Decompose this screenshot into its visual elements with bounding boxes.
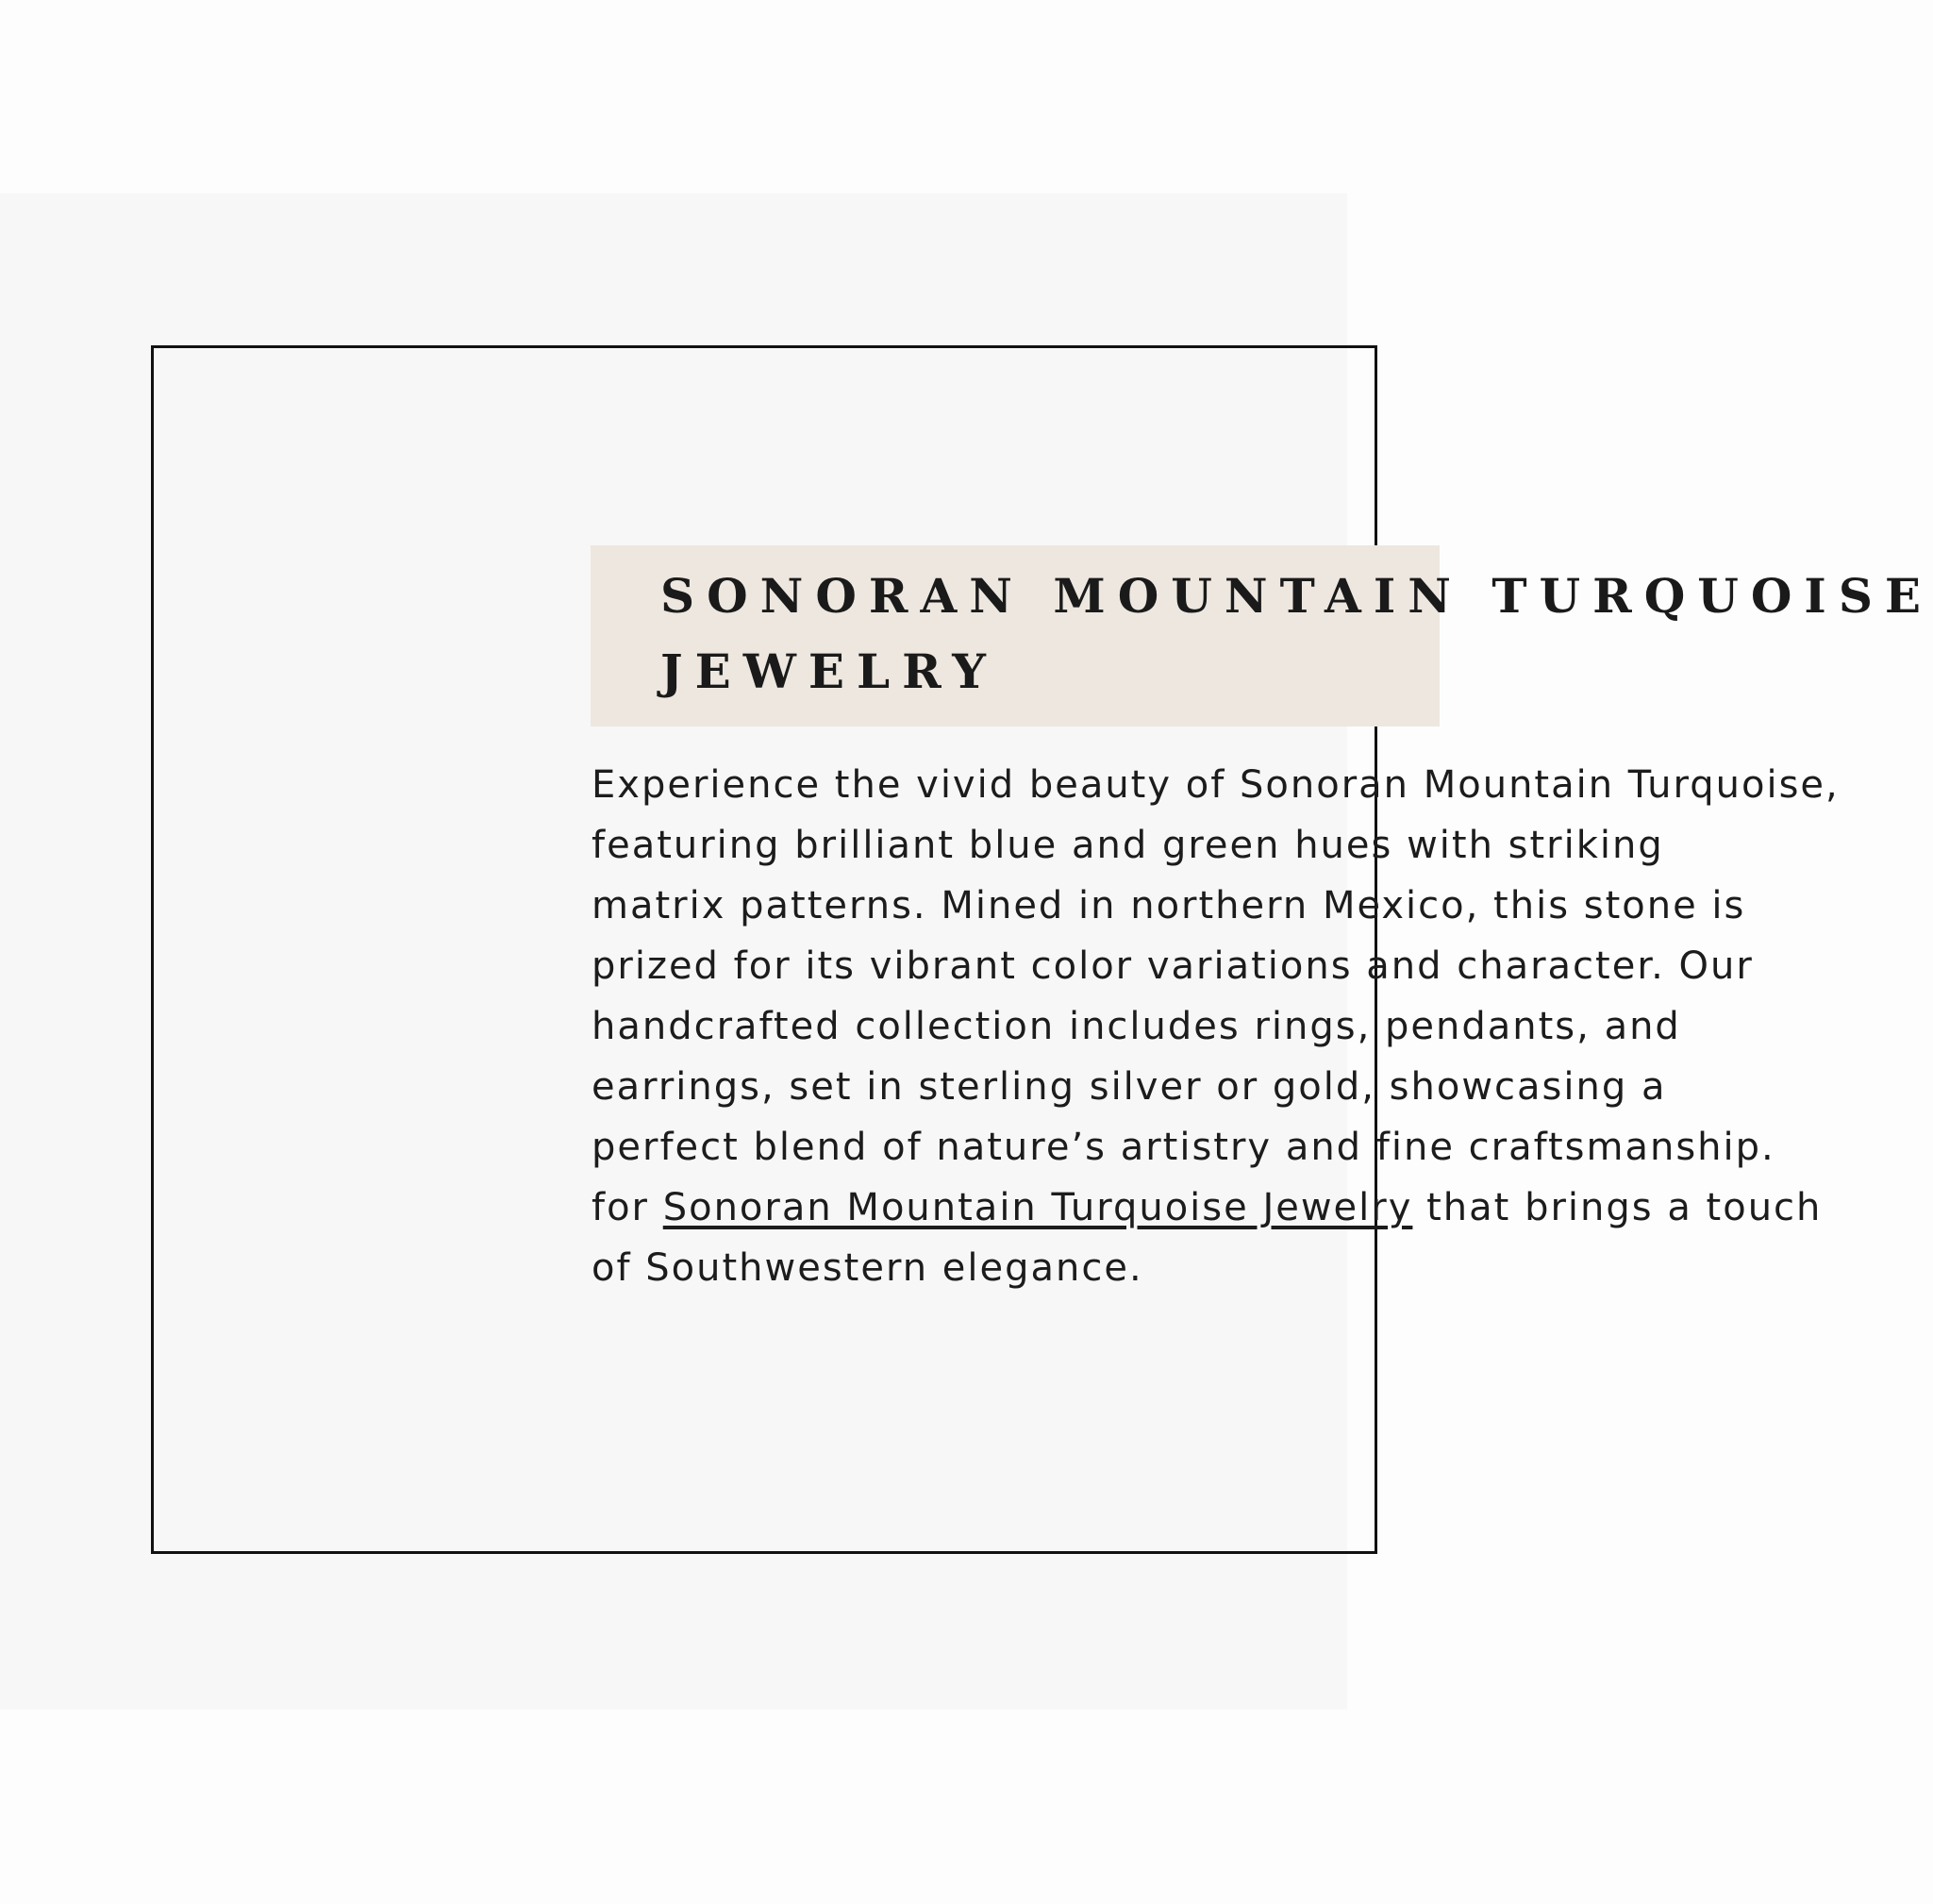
description-line: Experience the vivid beauty of Sonoran Mountain Turquoise, [592,763,1840,807]
title-line-2: JEWELRY [660,643,998,699]
sonoran-jewelry-link[interactable]: Sonoran Mountain Turquoise Jewelry [662,1186,1413,1229]
page-title [660,559,1933,710]
description-line: handcrafted collection includes rings, pendants, and [592,1005,1681,1048]
link-prefix: for [592,1186,663,1229]
description-line-with-link [592,1177,1840,1238]
description-line: earrings, set in sterling silver or gold, showcasing a [592,1065,1667,1109]
description-line: perfect blend of nature’s artistry and fine craftsmanship. [592,1126,1775,1169]
description-final-line: of Southwestern elegance. [592,1246,1143,1290]
link-suffix: that brings a touch [1412,1186,1823,1229]
description-line: featuring brilliant blue and green hues with striking [592,824,1664,867]
title-line-1: SONORAN MOUNTAIN TURQUOISE [660,568,1933,624]
description-line: prized for its vibrant color variations and character. Our [592,944,1754,988]
description-paragraph [592,755,1840,1298]
description-line: matrix patterns. Mined in northern Mexico, this stone is [592,884,1746,927]
